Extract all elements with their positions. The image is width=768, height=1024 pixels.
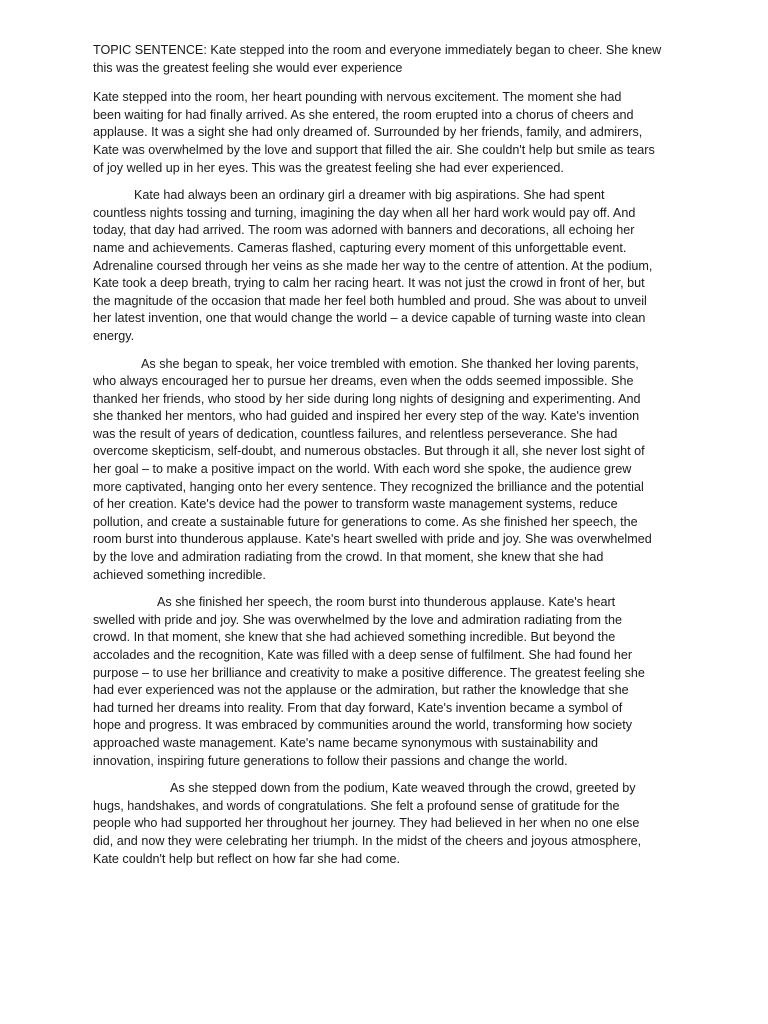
text-line: crowd. In that moment, she knew that she had achieved something incredible. But beyond the: [93, 630, 616, 645]
text-line: thanked her friends, who stood by her side during long nights of designing and experimenting. And: [93, 391, 641, 406]
text-line: room burst into thunderous applause. Kate's heart swelled with pride and joy. She was overwhelmed: [93, 532, 652, 547]
paragraph-5: [93, 780, 679, 868]
text-line: her latest invention, one that would change the world – a device capable of turning waste into clean: [93, 311, 646, 326]
text-line: of her creation. Kate's device had the power to transform waste management systems, reduce: [93, 497, 618, 512]
text-line: purpose – to use her brilliance and creativity to make a positive difference. The greatest feeling she: [93, 665, 645, 680]
text-line: who always encouraged her to pursue her dreams, even when the odds seemed impossible. She: [93, 374, 634, 389]
paragraph-3: [93, 356, 679, 585]
text-line: was the result of years of dedication, countless failures, and relentless perseverance. She had: [93, 426, 618, 441]
text-line: had ever experienced was not the applause or the admiration, but rather the knowledge that she: [93, 683, 629, 698]
text-line: more captivated, hanging onto her every sentence. They recognized the brilliance and the potential: [93, 479, 644, 494]
text-line: she thanked her mentors, who had guided and inspired her every step of the way. Kate's invention: [93, 409, 640, 424]
text-line: Kate couldn't help but reflect on how far she had come.: [93, 851, 400, 866]
text-line: today, that day had arrived. The room was adorned with banners and decorations, all echoing her: [93, 223, 635, 238]
text-line: Kate stepped into the room, her heart pounding with nervous excitement. The moment she had: [93, 90, 622, 105]
text-line: pollution, and create a sustainable future for generations to come. As she finished her speech, the: [93, 514, 638, 529]
text-line: people who had supported her throughout her journey. They had believed in her when no one else: [93, 816, 640, 831]
text-line: of joy welled up in her eyes. This was the greatest feeling she had ever experienced.: [93, 160, 564, 175]
text-line: Kate was overwhelmed by the love and support that filled the air. She couldn't help but smile as tears: [93, 142, 655, 157]
text-line: Adrenaline coursed through her veins as she made her way to the centre of attention. At the podium,: [93, 258, 653, 273]
text-line: As she began to speak, her voice trembled with emotion. She thanked her loving parents,: [141, 356, 639, 371]
paragraph-1: [93, 89, 679, 177]
text-line: applause. It was a sight she had only dreamed of. Surrounded by her friends, family, and admirers,: [93, 125, 643, 140]
paragraph-4: [93, 594, 679, 770]
text-line: As she stepped down from the podium, Kate weaved through the crowd, greeted by: [170, 781, 636, 796]
text-line: overcome skepticism, self-doubt, and numerous obstacles. But through it all, she never lost sight of: [93, 444, 645, 459]
text-line: As she finished her speech, the room burst into thunderous applause. Kate's heart: [157, 595, 616, 610]
text-line: countless nights tossing and turning, imagining the day when all her hard work would pay off. And: [93, 205, 636, 220]
document-page: [93, 42, 679, 878]
topic-sentence-paragraph: [93, 42, 679, 77]
text-line: energy.: [93, 328, 135, 343]
text-line: TOPIC SENTENCE: Kate stepped into the room and everyone immediately began to cheer. She knew: [93, 43, 662, 57]
text-line: her goal – to make a positive impact on the world. With each word she spoke, the audience grew: [93, 462, 632, 477]
text-line: hugs, handshakes, and words of congratulations. She felt a profound sense of gratitude for the: [93, 798, 620, 813]
text-line: did, and now they were celebrating her triumph. In the midst of the cheers and joyous atmosphere,: [93, 833, 642, 848]
text-line: innovation, inspiring future generations to follow their passions and change the world.: [93, 753, 568, 768]
text-line: accolades and the recognition, Kate was filled with a deep sense of fulfilment. She had found her: [93, 648, 633, 662]
text-line: had turned her dreams into reality. From that day forward, Kate's invention became a symbol of: [93, 700, 623, 715]
text-line: the magnitude of the occasion that made her feel both humbled and proud. She was about to unveil: [93, 293, 647, 308]
text-line: this was the greatest feeling she would ever experience: [93, 60, 403, 75]
text-line: Kate had always been an ordinary girl a dreamer with big aspirations. She had spent: [134, 188, 605, 203]
text-line: by the love and admiration radiating from the crowd. In that moment, she knew that she had: [93, 550, 604, 565]
text-line: hope and progress. It was embraced by communities around the world, transforming how society: [93, 718, 632, 733]
paragraph-2: [93, 187, 679, 345]
text-line: name and achievements. Cameras flashed, capturing every moment of this unforgettable event.: [93, 240, 627, 255]
text-line: achieved something incredible.: [93, 567, 266, 582]
text-line: approached waste management. Kate's name became synonymous with sustainability and: [93, 735, 599, 750]
text-line: been waiting for had finally arrived. As she entered, the room erupted into a chorus of cheers and: [93, 107, 634, 122]
text-line: Kate took a deep breath, trying to calm her racing heart. It was not just the crowd in front of her, but: [93, 276, 645, 291]
text-line: swelled with pride and joy. She was overwhelmed by the love and admiration radiating from the: [93, 612, 622, 627]
